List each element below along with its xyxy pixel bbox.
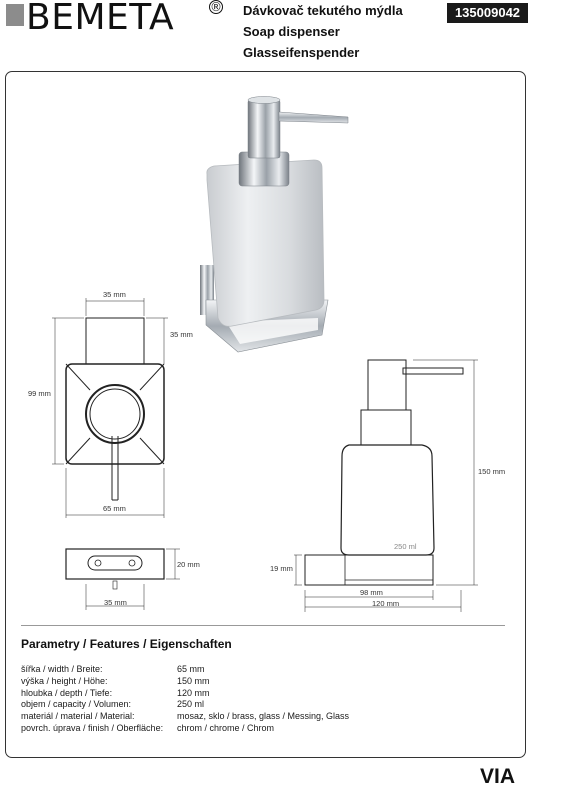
features-section xyxy=(21,637,349,735)
dim-bottom-width: 35 mm xyxy=(104,598,127,607)
brand-name: BEMETA xyxy=(26,0,175,38)
product-name-cz: Dávkovač tekutého mýdla xyxy=(243,3,403,18)
pump-spout xyxy=(279,112,348,123)
feature-label: šířka / width / Breite: xyxy=(21,664,103,674)
feature-value: chrom / chrome / Chrom xyxy=(177,722,275,733)
feature-row-height xyxy=(21,676,349,688)
side-view-drawing xyxy=(294,360,478,612)
dim-top-depth: 35 mm xyxy=(170,330,193,339)
feature-value: 150 mm xyxy=(177,675,210,686)
dim-side-base: 19 mm xyxy=(270,564,293,573)
feature-row-material xyxy=(21,711,349,723)
feature-row-depth xyxy=(21,688,349,700)
feature-value: 65 mm xyxy=(177,664,205,674)
feature-row-capacity xyxy=(21,699,349,711)
feature-label: materiál / material / Material: xyxy=(21,711,135,722)
feature-row-width xyxy=(21,664,349,676)
dim-front-height: 99 mm xyxy=(28,389,51,398)
features-heading: Parametry / Features / Eigenschaften xyxy=(21,637,232,651)
product-name-en: Soap dispenser xyxy=(243,24,340,39)
feature-row-finish xyxy=(21,723,349,735)
dim-top-width: 35 mm xyxy=(103,290,126,299)
dim-side-depth: 120 mm xyxy=(372,599,400,608)
feature-label: hloubka / depth / Tiefe: xyxy=(21,687,113,698)
feature-label: objem / capacity / Volumen: xyxy=(21,699,132,710)
top-view-drawing xyxy=(86,298,168,364)
capacity-mark: 250 ml xyxy=(394,542,417,551)
product-code-badge: 135009042 xyxy=(447,3,528,23)
feature-value: 250 ml xyxy=(177,699,205,710)
feature-value: mosaz, sklo / brass, glass / Messing, Glass xyxy=(177,711,350,722)
product-photo xyxy=(200,97,348,353)
front-view-drawing xyxy=(52,318,164,518)
dim-front-width: 65 mm xyxy=(103,504,126,513)
product-name-de: Glasseifenspender xyxy=(243,45,360,60)
feature-label: povrch. úprava / finish / Oberfläche: xyxy=(21,722,164,733)
feature-label: výška / height / Höhe: xyxy=(21,675,108,686)
dim-side-height: 150 mm xyxy=(478,467,506,476)
pump-head xyxy=(248,100,280,158)
dim-side-depth-inner: 98 mm xyxy=(360,588,383,597)
product-series: VIA xyxy=(480,765,516,788)
registered-mark: ® xyxy=(210,0,222,14)
feature-value: 120 mm xyxy=(177,687,210,698)
section-divider xyxy=(21,625,505,626)
dim-bottom-height: 20 mm xyxy=(177,560,200,569)
